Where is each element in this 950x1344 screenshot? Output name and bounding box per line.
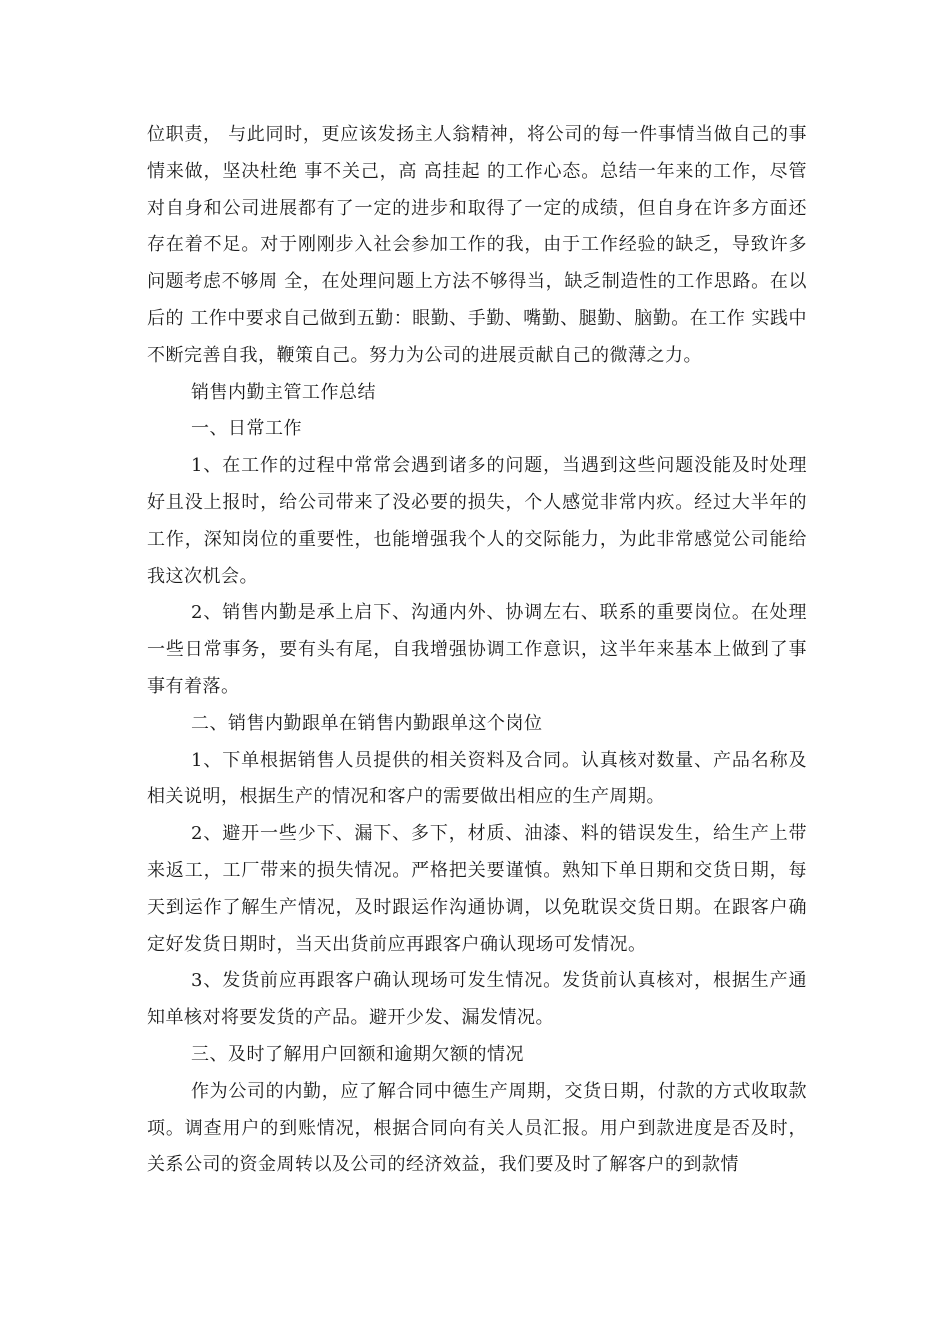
heading-daily-work: 一、日常工作 (191, 418, 302, 440)
heading-payment-tracking: 三、及时了解用户回额和逾期欠额的情况 (191, 1043, 524, 1065)
paragraph-continuation: 位职责， 与此同时，更应该发扬主人翁精神，将公司的每一件事情当做自己的事情来做，坚决杜绝 事不关己，高 高挂起 的工作心态。总结一年来的工作，尽管对自身和公司进展都有了一定的进步和取得了一定的成绩，但自身在许多方面还存在着不足。对于刚刚步入社会参加工作的我，由于工作经验的缺乏，导致许多问题考虑不够周 全，在处理问题上方法不够得当，缺乏制造性的工作思路。在以后的 工作中要求自己做到五勤：眼勤、手勤、嘴勤、腿勤、脑勤。在工作 实践中不断完善自我，鞭策自己。努力为公司的进展贡献自己的微薄之力。 (147, 124, 807, 366)
paragraph-order-1: 1、下单根据销售人员提供的相关资料及合同。认真核对数量、产品名称及相关说明，根据生产的情况和客户的需要做出相应的生产周期。 (147, 749, 807, 808)
paragraph-payment: 作为公司的内勤，应了解合同中德生产周期，交货日期，付款的方式收取款项。调查用户的到账情况，根据合同向有关人员汇报。用户到款进度是否及时，关系公司的资金周转以及公司的经济效益，我们要及时了解客户的到款情 (147, 1080, 807, 1176)
paragraph-order-3: 3、发货前应再跟客户确认现场可发生情况。发货前认真核对，根据生产通知单核对将要发货的产品。避开少发、漏发情况。 (147, 970, 807, 1029)
paragraph-daily-1: 1、在工作的过程中常常会遇到诸多的问题，当遇到这些问题没能及时处理好且没上报时，给公司带来了没必要的损失，个人感觉非常内疚。经过大半年的工作，深知岗位的重要性，也能增强我个人的交际能力，为此非常感觉公司能给我这次机会。 (147, 455, 807, 587)
paragraph-daily-2: 2、销售内勤是承上启下、沟通内外、协调左右、联系的重要岗位。在处理一些日常事务，要有头有尾，自我增强协调工作意识，这半年来基本上做到了事事有着落。 (147, 602, 807, 697)
heading-order-tracking: 二、销售内勤跟单在销售内勤跟单这个岗位 (191, 712, 543, 734)
section-title: 销售内勤主管工作总结 (191, 381, 376, 403)
document-body (147, 117, 807, 1184)
paragraph-order-2: 2、避开一些少下、漏下、多下，材质、油漆、料的错误发生，给生产上带来返工，工厂带来的损失情况。严格把关要谨慎。熟知下单日期和交货日期，每天到运作了解生产情况，及时跟运作沟通协调，以免耽误交货日期。在跟客户确定好发货日期时，当天出货前应再跟客户确认现场可发情况。 (147, 823, 807, 955)
